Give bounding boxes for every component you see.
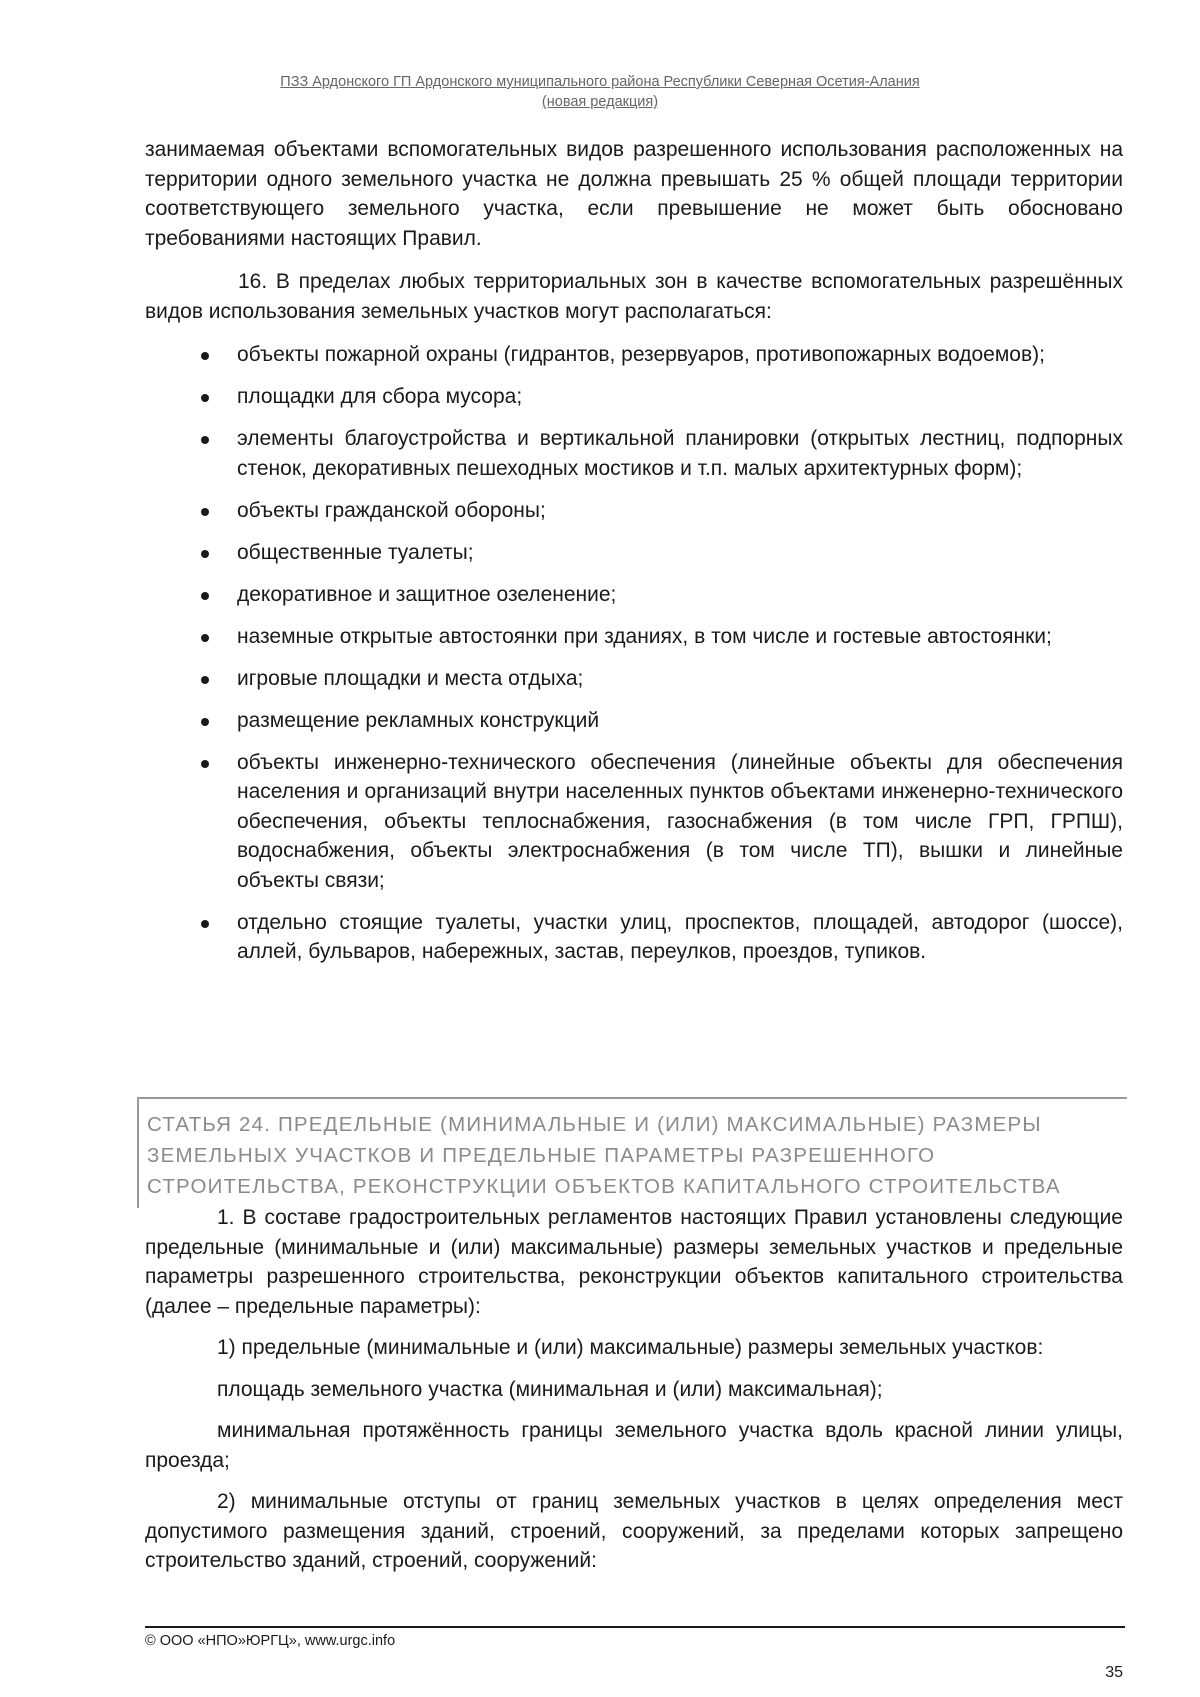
footer-copyright: © ООО «НПО»ЮРГЦ», www.urgc.info bbox=[145, 1633, 396, 1649]
list-item: объекты гражданской обороны; bbox=[145, 496, 1123, 526]
bullet-list bbox=[145, 340, 1123, 967]
list-item: элементы благоустройства и вертикальной планировки (открытых лестниц, подпорных стенок, декоративных пешеходных мостиков и т.п. малых архитектурных форм); bbox=[145, 424, 1123, 483]
header-subtitle: (новая редакция) bbox=[541, 94, 659, 110]
paragraph-16: 16. В пределах любых территориальных зон в качестве вспомогательных разрешённых видов использования земельных участков могут располагаться: bbox=[145, 270, 1123, 323]
main-text bbox=[145, 135, 1123, 979]
list-item: декоративное и защитное озеленение; bbox=[145, 580, 1123, 610]
article-paragraph-1: 1. В составе градостроительных регламентов настоящих Правил установлены следующие предельные (минимальные и (или) максимальные) размеры земельных участков и предельные параметры разрешенного строительства, реконструкции объектов капитального строительства (далее – предельные параметры): bbox=[145, 1206, 1123, 1318]
article-paragraph-2: 1) предельные (минимальные и (или) максимальные) размеры земельных участков: bbox=[217, 1336, 1044, 1359]
list-item: объекты пожарной охраны (гидрантов, резервуаров, противопожарных водоемов); bbox=[145, 340, 1123, 370]
bullet-icon bbox=[201, 352, 209, 360]
list-item: размещение рекламных конструкций bbox=[145, 706, 1123, 736]
bullet-icon bbox=[201, 550, 209, 558]
bullet-icon bbox=[201, 436, 209, 444]
list-item: объекты инженерно-технического обеспечения (линейные объекты для обеспечения населения и организаций внутри населенных пунктов объектами инженерно-технического обеспечения, объекты теплоснабжения, газоснабжения (в том числе ГРП, ГРПШ), водоснабжения, объекты электроснабжения (в том числе ТП), вышки и линейные объекты связи; bbox=[145, 748, 1123, 896]
footer-divider bbox=[145, 1626, 1125, 1628]
bullet-icon bbox=[201, 676, 209, 684]
list-item: наземные открытые автостоянки при зданиях, в том числе и гостевые автостоянки; bbox=[145, 622, 1123, 652]
list-item: игровые площадки и места отдыха; bbox=[145, 664, 1123, 694]
article-paragraph-3: площадь земельного участка (минимальная и (или) максимальная); bbox=[217, 1377, 883, 1401]
article-paragraph-5: 2) минимальные отступы от границ земельных участков в целях определения мест допустимого размещения зданий, строений, сооружений, за пределами которых запрещено строительство зданий, строений, сооружений: bbox=[145, 1490, 1123, 1572]
bullet-icon bbox=[201, 634, 209, 642]
intro-paragraph: занимаемая объектами вспомогательных видов разрешенного использования расположенных на территории одного земельного участка не должна превышать 25 % общей площади территории соответствующего земельного участка, если превышение не может быть обосновано требованиями настоящих Правил. bbox=[145, 138, 1123, 250]
list-item: общественные туалеты; bbox=[145, 538, 1123, 568]
bullet-icon bbox=[201, 718, 209, 726]
bullet-icon bbox=[201, 508, 209, 516]
page-header bbox=[200, 72, 1000, 112]
article-paragraph-4: минимальная протяжённость границы земельного участка вдоль красной линии улицы, проезда; bbox=[145, 1419, 1123, 1472]
bullet-icon bbox=[201, 394, 209, 402]
article-body bbox=[145, 1203, 1123, 1576]
page-number: 35 bbox=[1105, 1664, 1123, 1681]
list-item: площадки для сбора мусора; bbox=[145, 382, 1123, 412]
bullet-icon bbox=[201, 760, 209, 768]
header-title: ПЗЗ Ардонского ГП Ардонского муниципального района Республики Северная Осетия-Алания bbox=[280, 74, 920, 90]
article-heading: СТАТЬЯ 24. ПРЕДЕЛЬНЫЕ (МИНИМАЛЬНЫЕ И (ИЛИ) МАКСИМАЛЬНЫЕ) РАЗМЕРЫ ЗЕМЕЛЬНЫХ УЧАСТКОВ И ПРЕДЕЛЬНЫЕ ПАРАМЕТРЫ РАЗРЕШЕННОГО СТРОИТЕЛЬСТВА, РЕКОНСТРУКЦИИ ОБЪЕКТОВ КАПИТАЛЬНОГО СТРОИТЕЛЬСТВА bbox=[137, 1097, 1127, 1208]
bullet-icon bbox=[201, 592, 209, 600]
list-item: отдельно стоящие туалеты, участки улиц, проспектов, площадей, автодорог (шоссе), аллей, бульваров, набережных, застав, переулков, проездов, тупиков. bbox=[145, 908, 1123, 967]
bullet-icon bbox=[201, 920, 209, 928]
